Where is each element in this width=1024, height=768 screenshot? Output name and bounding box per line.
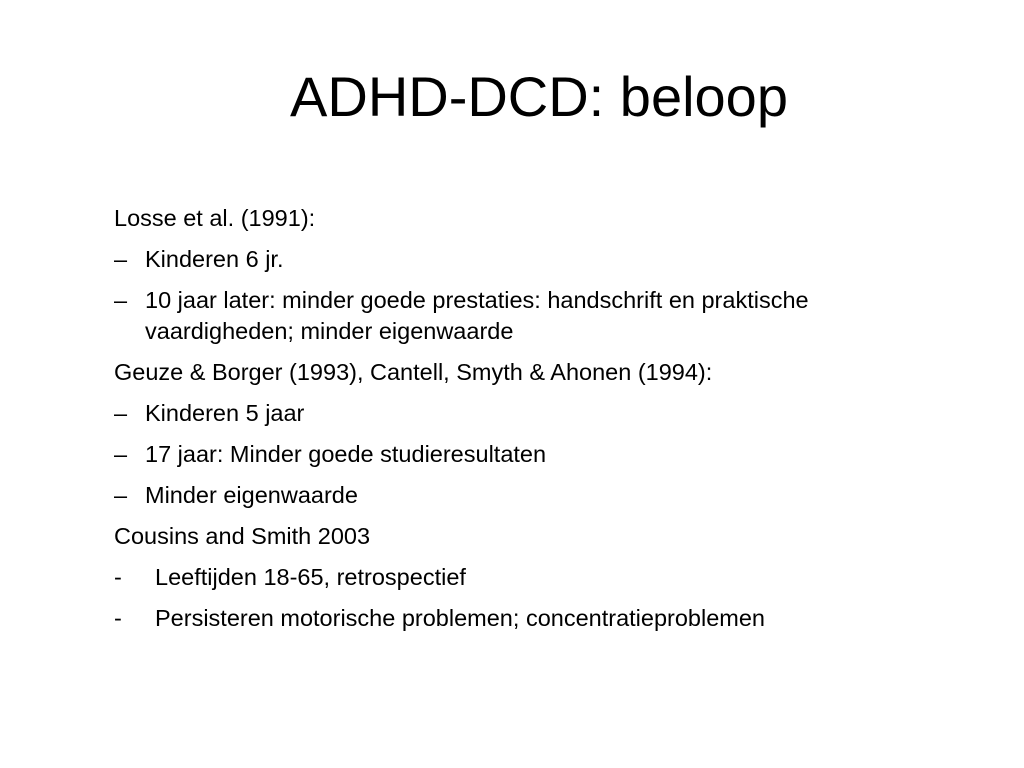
dash-marker: –	[114, 482, 128, 508]
bullet-text-line-1: 10 jaar later: minder goede prestaties: handschrift en praktische	[145, 287, 809, 313]
slide-content	[114, 203, 974, 644]
hyphen-marker: -	[114, 564, 122, 590]
bullet-17-jaar	[114, 439, 974, 470]
heading-cousins-smith: Cousins and Smith 2003	[114, 523, 371, 549]
bullet-persisteren	[114, 603, 974, 634]
bullet-text: Kinderen 6 jr.	[145, 246, 284, 272]
bullet-10-jaar-later	[114, 285, 974, 347]
slide-title: ADHD-DCD: beloop	[290, 65, 788, 128]
bullet-text-line-2: vaardigheden; minder eigenwaarde	[145, 318, 514, 344]
bullet-kinderen-5	[114, 398, 974, 429]
bullet-kinderen-6	[114, 244, 974, 275]
dash-marker: –	[114, 441, 128, 467]
dash-marker: –	[114, 287, 128, 313]
hyphen-marker: -	[114, 605, 122, 631]
bullet-text: Minder eigenwaarde	[145, 482, 358, 508]
heading-losse: Losse et al. (1991):	[114, 205, 316, 231]
bullet-text: Leeftijden 18-65, retrospectief	[155, 564, 466, 590]
bullet-leeftijden	[114, 562, 974, 593]
bullet-text: Persisteren motorische problemen; concentratieproblemen	[155, 605, 766, 631]
bullet-text: 17 jaar: Minder goede studieresultaten	[145, 441, 547, 467]
bullet-minder-eigenwaarde	[114, 480, 974, 511]
dash-marker: –	[114, 246, 128, 272]
dash-marker: –	[114, 400, 128, 426]
bullet-text: Kinderen 5 jaar	[145, 400, 305, 426]
heading-geuze-borger: Geuze & Borger (1993), Cantell, Smyth & Ahonen (1994):	[114, 359, 713, 385]
